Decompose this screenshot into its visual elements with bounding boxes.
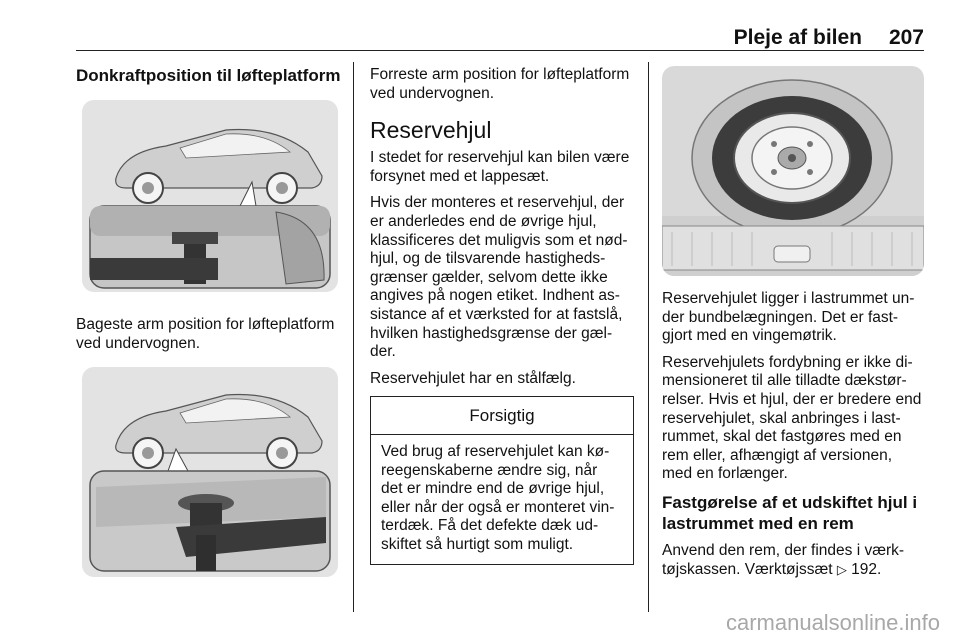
column-1 [76, 66, 346, 577]
page-header [76, 26, 924, 48]
strap-heading: Fastgørelse af et udskiftet hjul i lastrummet med en rem [662, 492, 918, 533]
jack-position-heading: Donkraftposition til løfteplatform [76, 66, 341, 85]
paragraph-steel-rim: Reservehjulet har en stålfælg. [370, 369, 576, 387]
rear-lift-arm-illustration [76, 367, 344, 577]
caution-text: Ved brug af reservehjulet kan kø-reegenskaberne ændre sig, når det er mindre end de øvrige hjul, eller når der også er monteret vin-terdæk. Få det defekte dæk ud-skiftet så hurtigt som muligt. [381, 442, 615, 553]
watermark: carmanualsonline.info [725, 610, 940, 635]
caution-box [370, 396, 634, 565]
column-2 [370, 66, 634, 565]
rear-arm-caption: Bageste arm position for løfteplatform ved undervognen. [76, 316, 335, 352]
section-title: Pleje af bilen [733, 26, 862, 49]
paragraph-repair-kit: I stedet for reservehjul kan bilen være forsynet med et lappesæt. [370, 149, 630, 185]
column-divider-2 [648, 62, 649, 612]
paragraph-trunk-location: Reservehjulet ligger i lastrummet un-der bundbelægningen. Det er fast-gjort med en vingemøtrik. [662, 290, 915, 345]
header-rule [76, 50, 924, 51]
spare-wheel-heading: Reservehjul [370, 117, 492, 144]
column-divider-1 [353, 62, 354, 612]
reference-page[interactable]: 192 [851, 560, 878, 578]
caution-title: Forsigtig [371, 397, 633, 435]
paragraph-strap: Anvend den rem, der findes i værk-tøjskassen. Værktøjssæt ▷ 192. [662, 541, 905, 578]
front-arm-caption: Forreste arm position for løfteplatform ved undervognen. [370, 66, 630, 102]
paragraph-recess-size: Reservehjulets fordybning er ikke di-mensioneret til alle tilladte dækstør-relser. Hvis et hjul, der er bredere end reservehjulet, skal anbringes i last-rummet, skal det fastgøres med en rem eller, afhængigt af versionen, med en forlænger. [662, 353, 922, 483]
front-lift-arm-illustration [76, 100, 344, 292]
paragraph-emergency-wheel: Hvis der monteres et reservehjul, der er anderledes end de øvrige hjul, klassificeres det muligvis som et nød-hjul, og de tilsvarende hastigheds-grænser gælder, selvom dette ikke angives på nogen etiket. Indhent as-sistance af et værksted for at fastslå, hvilken hastighedsgrænse der gæl-der. [370, 194, 628, 361]
page-reference-arrow-icon: ▷ [836, 561, 847, 577]
column-3 [662, 66, 924, 587]
page-number: 207 [888, 26, 924, 49]
spare-wheel-trunk-illustration [662, 66, 924, 276]
